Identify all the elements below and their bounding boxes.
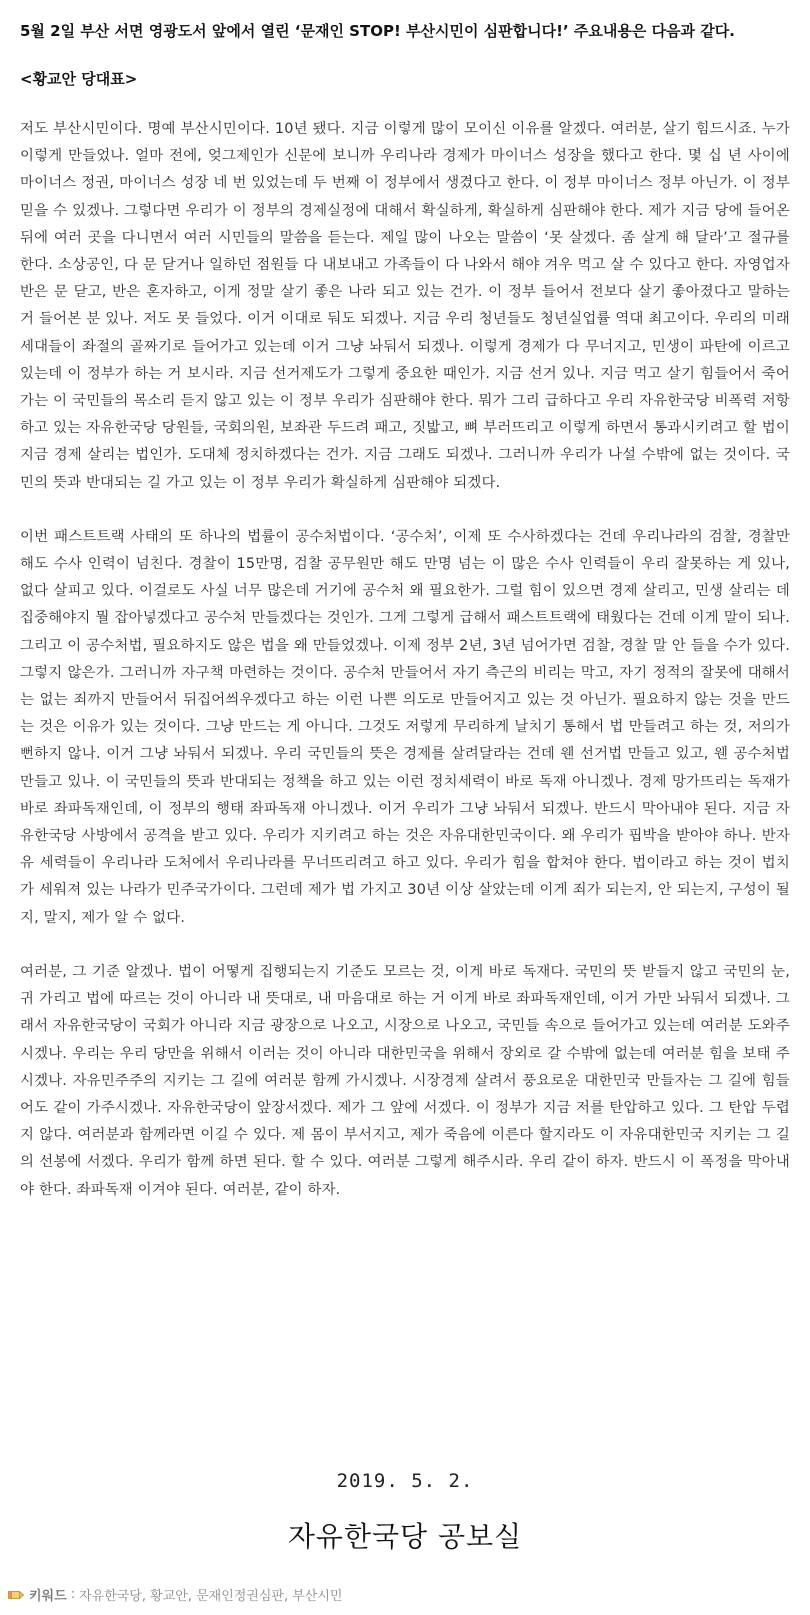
keywords-list: 자유한국당, 황교안, 문재인정권심판, 부산시민 xyxy=(79,1589,343,1604)
pencil-icon xyxy=(8,1589,24,1601)
speech-paragraph-3: 여러분, 그 기준 알겠나. 법이 어떻게 집행되는지 기준도 모르는 것, 이게 바로 독재다. 국민의 뜻 받들지 않고 국민의 눈, 귀 가리고 법에 따르는 것이 아니라 내 뜻대로, 내 마음대로 하는 거 이게 바로 좌파독재인데, 이거 가만 놔둬서 되겠나. 그래서 자유한국당이 국회가 아니라 지금 광장으로 나오고, 시장으로 나오고, 국민들 속으로 들어가고 있는데 여러분 도와주시겠나. 우리는 우리 당만을 위해서 이러는 것이 아니라 대한민국을 위해서 장외로 갈 수밖에 없는데 여러분 힘을 보태 주시겠나. 자유민주주의 지키는 그 길에 여러분 함께 가시겠나. 시장경제 살려서 풍요로운 대한민국 만들자는 그 길에 힘들어도 같이 가주시겠나. 자유한국당이 앞장서겠다. 제가 그 앞에 서겠다. 이 정부가 지금 저를 탄압하고 있다. 그 탄압 두렵지 않다. 여러분과 함께라면 이길 수 있다. 제 몸이 부서지고, 제가 죽음에 이른다 할지라도 이 자유대한민국 지키는 그 길의 선봉에 서겠다. 우리가 함께 하면 된다. 할 수 있다. 여러분 그렇게 해주시라. 우리 같이 하자. 반드시 이 폭정을 막아내야 한다. 좌파독재 이겨야 된다. 여러분, 같이 하자. xyxy=(20,963,790,1198)
speech-paragraph-1: 저도 부산시민이다. 명예 부산시민이다. 10년 됐다. 지금 이렇게 많이 모이신 이유를 알겠다. 여러분, 살기 힘드시죠. 누가 이렇게 만들었나. 얼마 전에, 엊그제인가 신문에 보니까 우리나라 경제가 마이너스 성장을 했다고 한다. 몇 십 년 사이에 마이너스 정권, 마이너스 성장 네 번 있었는데 두 번째 이 정부에서 생겼다고 한다. 이 정부 마이너스 정부 아닌가. 이 정부 믿을 수 있겠나. 그렇다면 우리가 이 정부의 경제실정에 대해서 확실하게, 확실하게 심판해야 한다. 제가 지금 당에 들어온 뒤에 여러 곳을 다니면서 여러 시민들의 말씀을 듣는다. 제일 많이 나오는 말씀이 ‘못 살겠다. 좀 살게 해 달라’고 절규를 한다. 소상공인, 다 문 닫거나 일하던 점원들 다 내보내고 가족들이 다 나와서 해야 겨우 먹고 살 수 있다고 한다. 자영업자 반은 문 닫고, 반은 혼자하고, 이게 정말 살기 좋은 나라 되고 있는 건가. 이 정부 들어서 전보다 살기 좋아졌다고 말하는 거 들어본 분 있나. 저도 못 들었다. 이거 이대로 둬도 되겠나. 지금 우리 청년들도 청년실업률 역대 최고이다. 우리의 미래세대들이 좌절의 골짜기로 들어가고 있는데 이거 그냥 놔둬서 되겠나. 이렇게 경제가 다 무너지고, 민생이 파탄에 이르고 있는데 이 정부가 하는 거 보시라. 지금 선거제도가 그렇게 중요한 때인가. 지금 선거 있나. 지금 먹고 살기 힘들어서 죽어가는 이 국민들의 목소리 듣지 않고 있는 이 정부 우리가 심판해야 한다. 뭐가 그리 급하다고 우리 자유한국당 비폭력 저항하고 있는 자유한국당 당원들, 국회의원, 보좌관 두드려 패고, 짓밟고, 뼈 부러뜨리고 이렇게 하면서 통과시키려고 할 법이 지금 경제 살리는 법인가. 도대체 정치하겠다는 건가. 지금 그래도 되겠나. 그러니까 우리가 나설 수밖에 없는 것이다. 국민의 뜻과 반대되는 길 가고 있는 이 정부 우리가 확실하게 심판해야 되겠다. xyxy=(20,121,790,491)
issuing-office: 자유한국당 공보실 xyxy=(287,1520,523,1553)
keywords-bar xyxy=(8,1585,342,1604)
headline: 5월 2일 부산 서면 영광도서 앞에서 열린 ‘문재인 STOP! 부산시민이 심판합니다!’ 주요내용은 다음과 같다. xyxy=(20,22,735,40)
speaker-label: <황교안 당대표> xyxy=(20,70,138,88)
keywords-separator: : xyxy=(70,1587,76,1602)
speech-paragraph-2: 이번 패스트트랙 사태의 또 하나의 법률이 공수처법이다. ‘공수처’, 이제 또 수사하겠다는 건데 우리나라의 검찰, 경찰만 해도 수사 인력이 넘친다. 경찰이 15만명, 검찰 공무원만 해도 만명 넘는 이 많은 수사 인력들이 우리 잘못하는 게 있나, 없다 살피고 있다. 이걸로도 사실 너무 많은데 거기에 공수처 왜 필요한가. 그럴 힘이 있으면 경제 살리고, 민생 살리는 데 집중해야지 뭘 잡아넣겠다고 공수처 만들겠다는 것인가. 그게 그렇게 급해서 패스트트랙에 태웠다는 건데 이게 말이 되나. 그리고 이 공수처법, 필요하지도 않은 법을 왜 만들었겠나. 이제 정부 2년, 3년 넘어가면 검찰, 경찰 말 안 들을 수가 있다. 그렇지 않은가. 그러니까 자구책 마련하는 것이다. 공수처 만들어서 자기 측근의 비리는 막고, 자기 정적의 잘못에 대해서는 없는 죄까지 만들어서 뒤집어씌우겠다고 하는 이런 나쁜 의도로 만들어지고 있는 것 아닌가. 필요하지 않는 것을 만드는 것은 이유가 있는 것이다. 그냥 만드는 게 아니다. 그것도 저렇게 무리하게 날치기 통해서 법 만들려고 하는 것, 저의가 뻔하지 않나. 이거 그냥 놔둬서 되겠나. 우리 국민들의 뜻은 경제를 살려달라는 건데 웬 선거법 만들고 있고, 웬 공수처법 만들고 있나. 이 국민들의 뜻과 반대되는 정책을 하고 있는 이런 정치세력이 바로 독재 아니겠나. 경제 망가뜨리는 독재가 바로 좌파독재인데, 이 정부의 행태 좌파독재 아니겠나. 이거 우리가 그냥 놔둬서 되겠나. 반드시 막아내야 된다. 지금 자유한국당 사방에서 공격을 받고 있다. 우리가 지키려고 하는 것은 자유대한민국이다. 왜 우리가 핍박을 받아야 하나. 반자유 세력들이 우리나라 도처에서 우리나라를 무너뜨리려고 하고 있다. 우리가 힘을 합쳐야 한다. 법이라고 하는 것이 법치가 세워져 있는 나라가 민주국가이다. 그런데 제가 법 가지고 30년 이상 살았는데 이게 죄가 되는지, 안 되는지, 구성이 될지, 말지, 제가 알 수 없다. xyxy=(20,528,790,926)
keywords-label: 키워드 xyxy=(29,1589,67,1604)
release-date: 2019. 5. 2. xyxy=(336,1470,474,1492)
